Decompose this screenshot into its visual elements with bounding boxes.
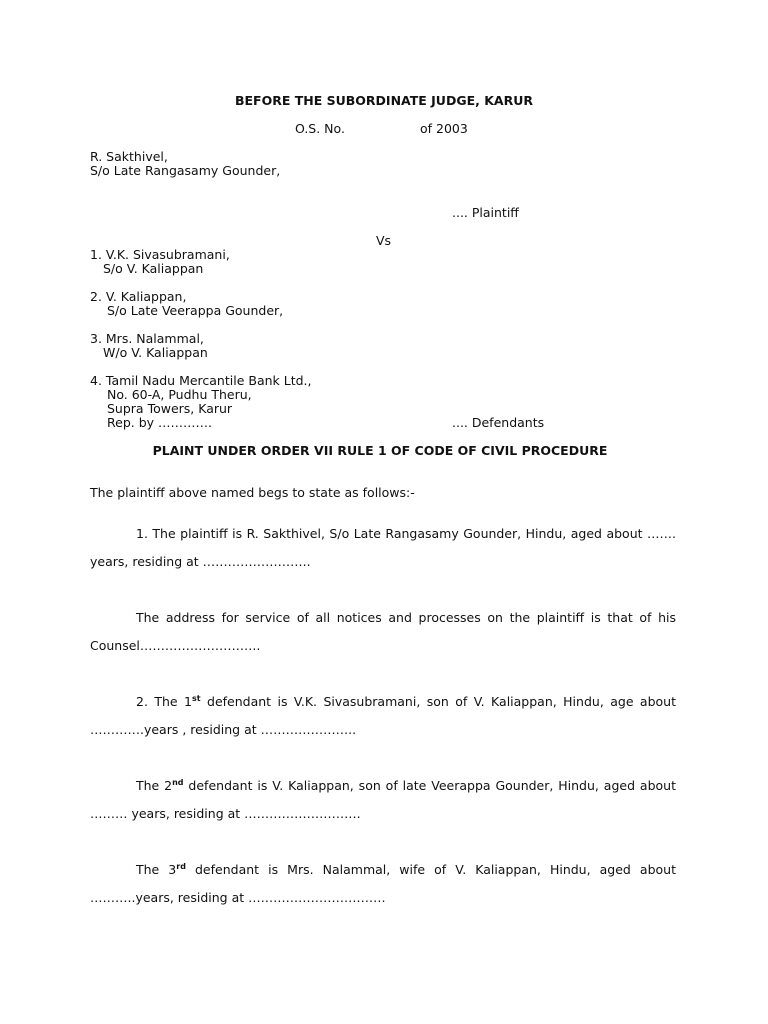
- defendant-4-address-2: Supra Towers, Karur: [107, 401, 233, 416]
- paragraph-defendant-2-post: defendant is V. Kaliappan, son of late Veerappa Gounder, Hindu, aged about ……… years, residing at ……………………….: [90, 778, 676, 821]
- paragraph-address-for-service: The address for service of all notices and processes on the plaintiff is that of his Counsel………………………..: [90, 610, 676, 653]
- ordinal-suffix: st: [192, 693, 201, 703]
- paragraph-plaintiff: 1. The plaintiff is R. Sakthivel, S/o Late Rangasamy Gounder, Hindu, aged about ……. years, residing at ……………………..: [90, 526, 676, 569]
- paragraph-defendant-2: [90, 772, 676, 828]
- plaint-title: PLAINT UNDER ORDER VII RULE 1 OF CODE OF CIVIL PROCEDURE: [152, 443, 608, 458]
- defendant-2-parent: S/o Late Veerappa Gounder,: [107, 303, 284, 318]
- paragraph-defendant-3: [90, 856, 676, 912]
- versus-label: Vs: [376, 233, 392, 248]
- defendant-1-name: 1. V.K. Sivasubramani,: [90, 247, 230, 262]
- paragraph-defendant-1-pre: 2. The 1: [136, 694, 192, 709]
- paragraph-defendant-1-post: defendant is V.K. Sivasubramani, son of V. Kaliappan, Hindu, age about ………….years , residing at …………………..: [90, 694, 677, 737]
- ordinal-suffix: nd: [172, 777, 184, 787]
- plaintiff-role: .... Plaintiff: [452, 205, 519, 220]
- os-year-label: of 2003: [420, 121, 468, 136]
- defendant-2-name: 2. V. Kaliappan,: [90, 289, 187, 304]
- intro-line: The plaintiff above named begs to state as follows:-: [90, 485, 415, 500]
- defendants-role: .... Defendants: [452, 415, 545, 430]
- paragraph-defendant-2-pre: The 2: [136, 778, 173, 793]
- plaintiff-parent: S/o Late Rangasamy Gounder,: [90, 163, 281, 178]
- defendant-4-representative: Rep. by ………….: [107, 415, 212, 430]
- court-heading: BEFORE THE SUBORDINATE JUDGE, KARUR: [234, 93, 533, 108]
- paragraph-defendant-1: [90, 688, 676, 744]
- defendant-3-name: 3. Mrs. Nalammal,: [90, 331, 204, 346]
- ordinal-suffix: rd: [176, 861, 186, 871]
- paragraph-defendant-3-pre: The 3: [136, 862, 177, 877]
- os-number-label: O.S. No.: [295, 121, 345, 136]
- plaintiff-name: R. Sakthivel,: [90, 149, 168, 164]
- defendant-4-address-1: No. 60-A, Pudhu Theru,: [107, 387, 252, 402]
- defendant-1-parent: S/o V. Kaliappan: [103, 261, 204, 276]
- defendant-4-name: 4. Tamil Nadu Mercantile Bank Ltd.,: [90, 373, 312, 388]
- paragraph-defendant-3-post: defendant is Mrs. Nalammal, wife of V. Kaliappan, Hindu, aged about ………..years, residing at ……………………………: [90, 862, 676, 905]
- defendant-3-spouse: W/o V. Kaliappan: [103, 345, 208, 360]
